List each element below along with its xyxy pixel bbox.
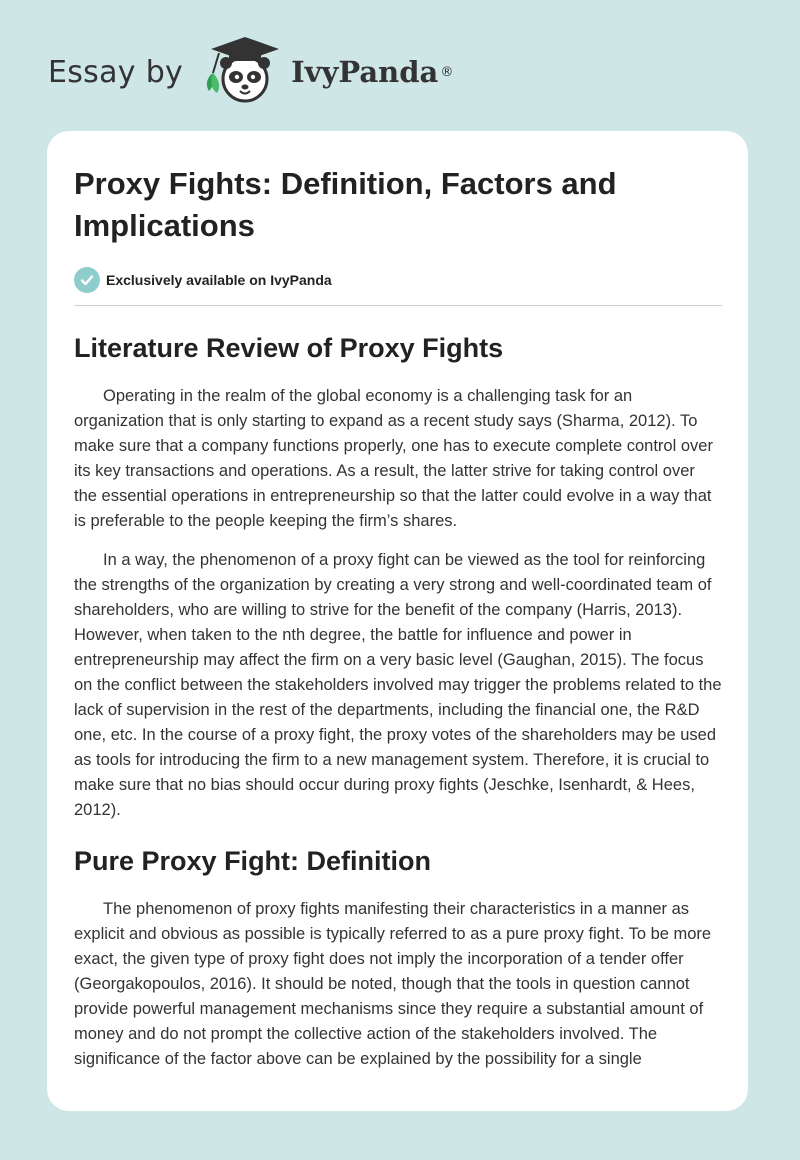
section-heading: Pure Proxy Fight: Definition [74,846,432,876]
check-circle-icon [74,267,100,293]
divider [74,305,722,306]
logo-name: IvyPanda [291,55,439,89]
logo-prefix: Essay by [48,54,184,90]
panda-graduation-cap-icon [199,33,283,112]
body-paragraph: The phenomenon of proxy fights manifesting their characteristics in a manner as explicit and obvious as possible is typically referred to as a pure proxy fight. To be more exact, the given type of proxy fight does not imply the incorporation of a tender offer (Georgakopoulos, 2016). It should be noted, though that the tools in question cannot provide powerful management mechanisms since they require a substantial amount of money and do not prompt the collective action of the stakeholders involved. The significance of the factor above can be explained by the possibility for a single [74,900,712,1068]
body-paragraph: In a way, the phenomenon of a proxy fight can be viewed as the tool for reinforcing the strengths of the organization by creating a very strong and well-coordinated team of shareholders, who are willing to strive for the benefit of the company (Harris, 2013). However, when taken to the nth degree, the battle for influence and power in entrepreneurship may affect the firm on a very basic level (Gaughan, 2015). The focus on the conflict between the stakeholders involved may trigger the problems related to the lack of supervision in the rest of the departments, including the financial one, the R&D one, etc. In the course of a proxy fight, the proxy votes of the shareholders may be used as tools for introducing the firm to a new management system. Therefore, it is crucial to make sure that no bias should occur during proxy fights (Jeschke, Isenhardt, & Hees, 2012). [74,551,722,819]
body-paragraph: Operating in the realm of the global economy is a challenging task for an organization that is only starting to expand as a recent study says (Sharma, 2012). To make sure that a company functions properly, one has to execute complete control over its key transactions and operations. As a result, the latter strive for taking control over the essential operations in entrepreneurship so that the latter could evolve in a way that is preferable to the people keeping the firm’s shares. [74,387,713,530]
badge-label: Exclusively available on IvyPanda [106,272,332,288]
registered-mark: ® [440,64,454,80]
essay-card [47,131,748,1111]
page-title: Proxy Fights: Definition, Factors and Implications [74,166,617,243]
exclusive-badge [74,267,722,293]
site-logo[interactable] [48,34,453,110]
section-heading: Literature Review of Proxy Fights [74,333,504,363]
